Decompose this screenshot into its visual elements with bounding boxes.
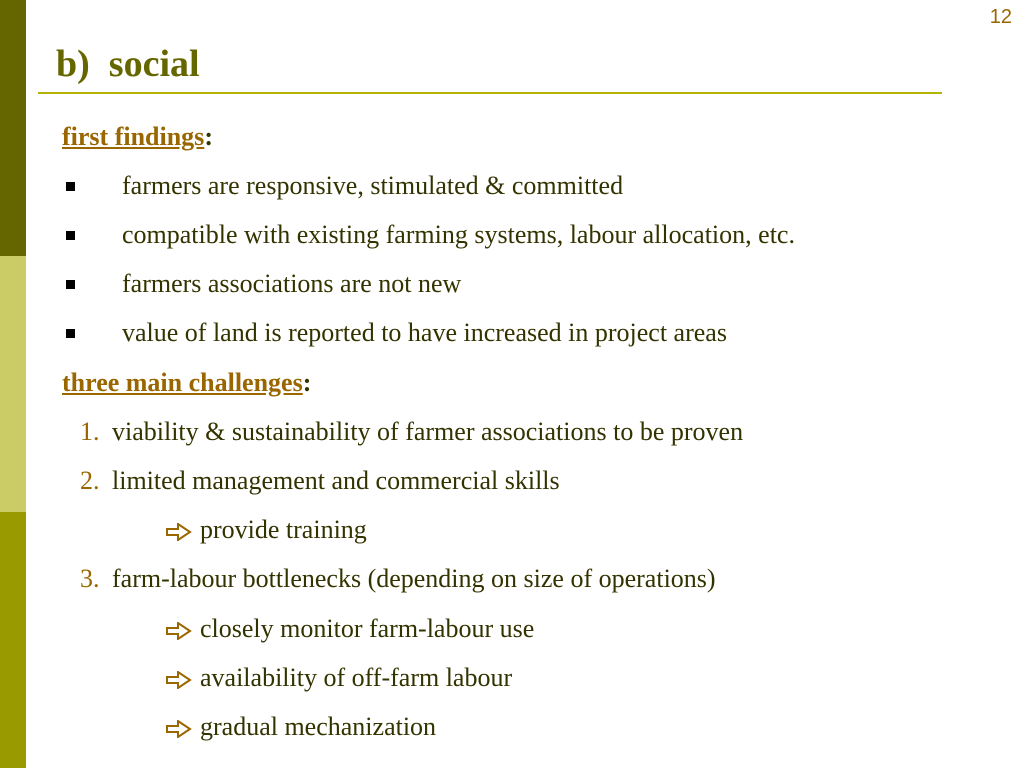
challenge-text: limited management and commercial skills (112, 466, 560, 495)
slide-number: 12 (989, 6, 1012, 28)
challenges-heading (62, 367, 311, 399)
challenge-action (166, 711, 436, 743)
challenges-heading-text: three main challenges (62, 368, 303, 397)
challenge-text: viability & sustainability of farmer associations to be proven (112, 417, 744, 446)
square-bullet-icon (66, 280, 75, 289)
finding-text: farmers associations are not new (122, 269, 462, 298)
right-arrow-icon (166, 622, 192, 640)
square-bullet-icon (66, 231, 75, 240)
challenge-action-text: gradual mechanization (200, 712, 437, 741)
challenge-action (166, 662, 512, 694)
right-arrow-icon (166, 523, 192, 541)
finding-text: value of land is reported to have increased in project areas (122, 318, 727, 347)
finding-text: compatible with existing farming systems, labour allocation, etc. (122, 220, 795, 249)
challenge-number: 3. (80, 564, 100, 593)
challenge-action-text: provide training (200, 515, 367, 544)
challenge-action (166, 514, 367, 546)
findings-heading-text: first findings (62, 122, 205, 151)
right-arrow-icon (166, 720, 192, 738)
challenge-number: 1. (80, 417, 100, 446)
right-arrow-icon (166, 671, 192, 689)
findings-heading-colon: : (204, 122, 213, 151)
challenge-action (166, 613, 534, 645)
sidebar-middle-block (0, 256, 26, 512)
challenge-number: 2. (80, 466, 100, 495)
sidebar-top-block (0, 0, 26, 256)
challenges-heading-colon: : (302, 368, 312, 397)
finding-text: farmers are responsive, stimulated & committed (122, 171, 624, 200)
challenge-action-text: availability of off-farm labour (200, 663, 513, 692)
title-divider (38, 92, 942, 94)
square-bullet-icon (66, 329, 75, 338)
challenge-item (80, 465, 560, 497)
challenge-text: farm-labour bottlenecks (depending on size of operations) (112, 564, 716, 593)
challenge-item (80, 563, 716, 595)
challenge-item (80, 416, 743, 448)
sidebar-bottom-block (0, 512, 26, 768)
challenge-action-text: closely monitor farm-labour use (200, 614, 535, 643)
findings-heading (62, 121, 213, 153)
slide-title: b) social (56, 43, 200, 85)
square-bullet-icon (66, 182, 75, 191)
